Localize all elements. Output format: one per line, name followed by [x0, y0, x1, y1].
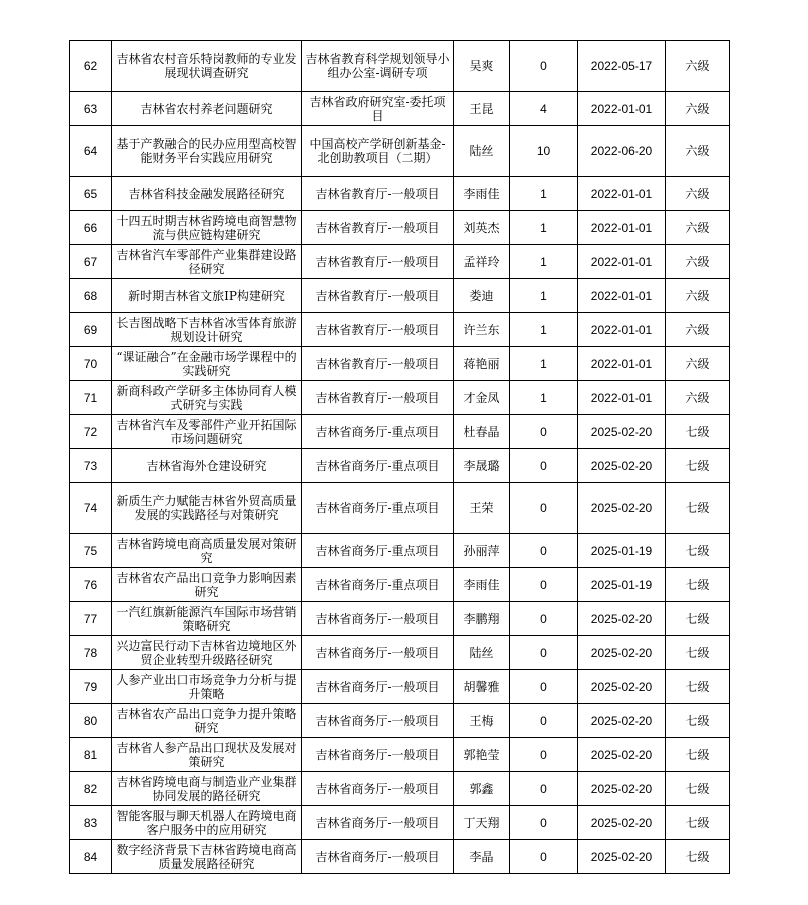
project-source: 吉林省商务厅-重点项目 [302, 568, 454, 602]
project-title: 人参产业出口市场竞争力分析与提升策略 [112, 670, 302, 704]
project-title: 吉林省科技金融发展路径研究 [112, 177, 302, 211]
table-row [70, 738, 730, 772]
project-date: 2022-01-01 [578, 177, 666, 211]
project-count: 0 [510, 568, 578, 602]
project-title: 智能客服与聊天机器人在跨境电商客户服务中的应用研究 [112, 806, 302, 840]
project-count: 0 [510, 806, 578, 840]
project-leader: 孙丽萍 [454, 534, 510, 568]
row-number: 69 [70, 313, 112, 347]
project-level: 六级 [666, 41, 730, 92]
project-level: 六级 [666, 245, 730, 279]
project-count: 0 [510, 483, 578, 534]
project-title: 新质生产力赋能吉林省外贸高质量发展的实践路径与对策研究 [112, 483, 302, 534]
table-row [70, 279, 730, 313]
project-title: “课证融合”在金融市场学课程中的实践研究 [112, 347, 302, 381]
project-leader: 王梅 [454, 704, 510, 738]
row-number: 62 [70, 41, 112, 92]
row-number: 70 [70, 347, 112, 381]
project-level: 六级 [666, 177, 730, 211]
project-level: 七级 [666, 415, 730, 449]
project-date: 2025-02-20 [578, 704, 666, 738]
project-level: 七级 [666, 534, 730, 568]
row-number: 63 [70, 92, 112, 126]
table-row [70, 568, 730, 602]
row-number: 80 [70, 704, 112, 738]
project-level: 六级 [666, 92, 730, 126]
project-date: 2025-02-20 [578, 483, 666, 534]
project-date: 2022-01-01 [578, 381, 666, 415]
table-row [70, 381, 730, 415]
project-title: 十四五时期吉林省跨境电商智慧物流与供应链构建研究 [112, 211, 302, 245]
project-leader: 许兰东 [454, 313, 510, 347]
row-number: 74 [70, 483, 112, 534]
project-leader: 李晟璐 [454, 449, 510, 483]
project-count: 0 [510, 738, 578, 772]
row-number: 82 [70, 772, 112, 806]
project-level: 七级 [666, 738, 730, 772]
project-title: 数字经济背景下吉林省跨境电商高质量发展路径研究 [112, 840, 302, 874]
project-count: 1 [510, 313, 578, 347]
project-title: 吉林省海外仓建设研究 [112, 449, 302, 483]
table-row [70, 92, 730, 126]
project-source: 吉林省教育科学规划领导小组办公室-调研专项 [302, 41, 454, 92]
project-date: 2025-02-20 [578, 415, 666, 449]
project-count: 10 [510, 126, 578, 177]
project-source: 吉林省商务厅-一般项目 [302, 704, 454, 738]
project-level: 六级 [666, 313, 730, 347]
project-title: 新时期吉林省文旅IP构建研究 [112, 279, 302, 313]
project-leader: 郭艳莹 [454, 738, 510, 772]
project-source: 吉林省政府研究室-委托项目 [302, 92, 454, 126]
project-leader: 李晶 [454, 840, 510, 874]
table-row [70, 602, 730, 636]
table-row [70, 313, 730, 347]
project-source: 吉林省教育厅-一般项目 [302, 313, 454, 347]
project-level: 七级 [666, 449, 730, 483]
project-leader: 王昆 [454, 92, 510, 126]
project-source: 吉林省商务厅-一般项目 [302, 772, 454, 806]
project-date: 2025-01-19 [578, 534, 666, 568]
row-number: 65 [70, 177, 112, 211]
project-count: 0 [510, 636, 578, 670]
project-count: 0 [510, 41, 578, 92]
table-row [70, 704, 730, 738]
project-source: 吉林省商务厅-重点项目 [302, 449, 454, 483]
project-count: 1 [510, 347, 578, 381]
table-row [70, 483, 730, 534]
row-number: 77 [70, 602, 112, 636]
project-count: 0 [510, 772, 578, 806]
project-title: 吉林省农村养老问题研究 [112, 92, 302, 126]
table-row [70, 245, 730, 279]
row-number: 83 [70, 806, 112, 840]
table-row [70, 126, 730, 177]
project-source: 吉林省教育厅-一般项目 [302, 347, 454, 381]
project-date: 2025-02-20 [578, 840, 666, 874]
table-row [70, 347, 730, 381]
row-number: 84 [70, 840, 112, 874]
project-level: 七级 [666, 840, 730, 874]
project-date: 2025-02-20 [578, 449, 666, 483]
project-title: 吉林省跨境电商高质量发展对策研究 [112, 534, 302, 568]
project-leader: 李雨佳 [454, 177, 510, 211]
table-row [70, 177, 730, 211]
project-title: 吉林省人参产品出口现状及发展对策研究 [112, 738, 302, 772]
table-row [70, 211, 730, 245]
project-count: 0 [510, 704, 578, 738]
table-row [70, 449, 730, 483]
project-leader: 丁天翔 [454, 806, 510, 840]
project-leader: 陆丝 [454, 636, 510, 670]
row-number: 75 [70, 534, 112, 568]
project-leader: 陆丝 [454, 126, 510, 177]
table-row [70, 415, 730, 449]
project-count: 1 [510, 211, 578, 245]
project-level: 六级 [666, 381, 730, 415]
project-level: 七级 [666, 806, 730, 840]
project-date: 2022-05-17 [578, 41, 666, 92]
project-title: 基于产教融合的民办应用型高校智能财务平台实践应用研究 [112, 126, 302, 177]
project-title: 新商科政产学研多主体协同育人模式研究与实践 [112, 381, 302, 415]
project-date: 2022-01-01 [578, 279, 666, 313]
project-date: 2022-01-01 [578, 245, 666, 279]
table-row [70, 806, 730, 840]
project-title: 吉林省农产品出口竞争力影响因素研究 [112, 568, 302, 602]
row-number: 67 [70, 245, 112, 279]
project-title: 长吉图战略下吉林省冰雪体育旅游规划设计研究 [112, 313, 302, 347]
project-leader: 吴爽 [454, 41, 510, 92]
project-leader: 王荣 [454, 483, 510, 534]
project-count: 4 [510, 92, 578, 126]
table-row [70, 772, 730, 806]
row-number: 81 [70, 738, 112, 772]
project-level: 七级 [666, 704, 730, 738]
project-leader: 蒋艳丽 [454, 347, 510, 381]
table-body [70, 41, 730, 874]
row-number: 79 [70, 670, 112, 704]
project-count: 1 [510, 381, 578, 415]
project-count: 0 [510, 449, 578, 483]
table-row [70, 636, 730, 670]
project-source: 吉林省商务厅-一般项目 [302, 602, 454, 636]
project-level: 六级 [666, 347, 730, 381]
project-source: 吉林省教育厅-一般项目 [302, 279, 454, 313]
project-table [69, 40, 730, 874]
project-source: 吉林省教育厅-一般项目 [302, 211, 454, 245]
project-title: 吉林省农村音乐特岗教师的专业发展现状调查研究 [112, 41, 302, 92]
project-title: 吉林省农产品出口竞争力提升策略研究 [112, 704, 302, 738]
project-count: 0 [510, 602, 578, 636]
project-level: 七级 [666, 772, 730, 806]
project-leader: 胡馨雅 [454, 670, 510, 704]
project-date: 2025-01-19 [578, 568, 666, 602]
project-leader: 李雨佳 [454, 568, 510, 602]
row-number: 76 [70, 568, 112, 602]
project-source: 吉林省教育厅-一般项目 [302, 381, 454, 415]
project-title: 一汽红旗新能源汽车国际市场营销策略研究 [112, 602, 302, 636]
row-number: 71 [70, 381, 112, 415]
project-date: 2025-02-20 [578, 602, 666, 636]
project-source: 吉林省商务厅-一般项目 [302, 636, 454, 670]
project-leader: 杜春晶 [454, 415, 510, 449]
project-date: 2025-02-20 [578, 738, 666, 772]
project-level: 六级 [666, 211, 730, 245]
project-leader: 孟祥玲 [454, 245, 510, 279]
project-source: 吉林省商务厅-重点项目 [302, 483, 454, 534]
project-source: 吉林省商务厅-重点项目 [302, 415, 454, 449]
project-source: 吉林省商务厅-一般项目 [302, 738, 454, 772]
row-number: 78 [70, 636, 112, 670]
project-date: 2025-02-20 [578, 670, 666, 704]
row-number: 64 [70, 126, 112, 177]
project-source: 吉林省商务厅-重点项目 [302, 534, 454, 568]
project-date: 2022-01-01 [578, 211, 666, 245]
project-title: 吉林省汽车及零部件产业开拓国际市场问题研究 [112, 415, 302, 449]
project-level: 七级 [666, 636, 730, 670]
project-count: 1 [510, 177, 578, 211]
table-row [70, 534, 730, 568]
project-title: 吉林省汽车零部件产业集群建设路径研究 [112, 245, 302, 279]
project-title: 兴边富民行动下吉林省边境地区外贸企业转型升级路径研究 [112, 636, 302, 670]
project-level: 七级 [666, 670, 730, 704]
project-count: 0 [510, 534, 578, 568]
project-leader: 刘英杰 [454, 211, 510, 245]
project-leader: 娄迪 [454, 279, 510, 313]
project-date: 2025-02-20 [578, 772, 666, 806]
project-leader: 郭鑫 [454, 772, 510, 806]
project-source: 吉林省商务厅-一般项目 [302, 670, 454, 704]
project-level: 七级 [666, 568, 730, 602]
project-date: 2025-02-20 [578, 806, 666, 840]
project-source: 吉林省商务厅-一般项目 [302, 840, 454, 874]
project-leader: 李鹏翔 [454, 602, 510, 636]
project-count: 0 [510, 840, 578, 874]
project-count: 0 [510, 415, 578, 449]
project-title: 吉林省跨境电商与制造业产业集群协同发展的路径研究 [112, 772, 302, 806]
row-number: 66 [70, 211, 112, 245]
project-date: 2022-01-01 [578, 347, 666, 381]
project-leader: 才金凤 [454, 381, 510, 415]
project-date: 2022-06-20 [578, 126, 666, 177]
project-date: 2025-02-20 [578, 636, 666, 670]
project-date: 2022-01-01 [578, 313, 666, 347]
table-row [70, 670, 730, 704]
project-date: 2022-01-01 [578, 92, 666, 126]
table-row [70, 41, 730, 92]
row-number: 68 [70, 279, 112, 313]
row-number: 72 [70, 415, 112, 449]
row-number: 73 [70, 449, 112, 483]
project-source: 吉林省教育厅-一般项目 [302, 245, 454, 279]
project-level: 七级 [666, 602, 730, 636]
project-level: 六级 [666, 126, 730, 177]
table-row [70, 840, 730, 874]
project-source: 吉林省教育厅-一般项目 [302, 177, 454, 211]
project-count: 1 [510, 245, 578, 279]
project-count: 1 [510, 279, 578, 313]
project-level: 六级 [666, 279, 730, 313]
project-source: 中国高校产学研创新基金-北创助教项目（二期） [302, 126, 454, 177]
project-count: 0 [510, 670, 578, 704]
project-level: 七级 [666, 483, 730, 534]
project-source: 吉林省商务厅-一般项目 [302, 806, 454, 840]
